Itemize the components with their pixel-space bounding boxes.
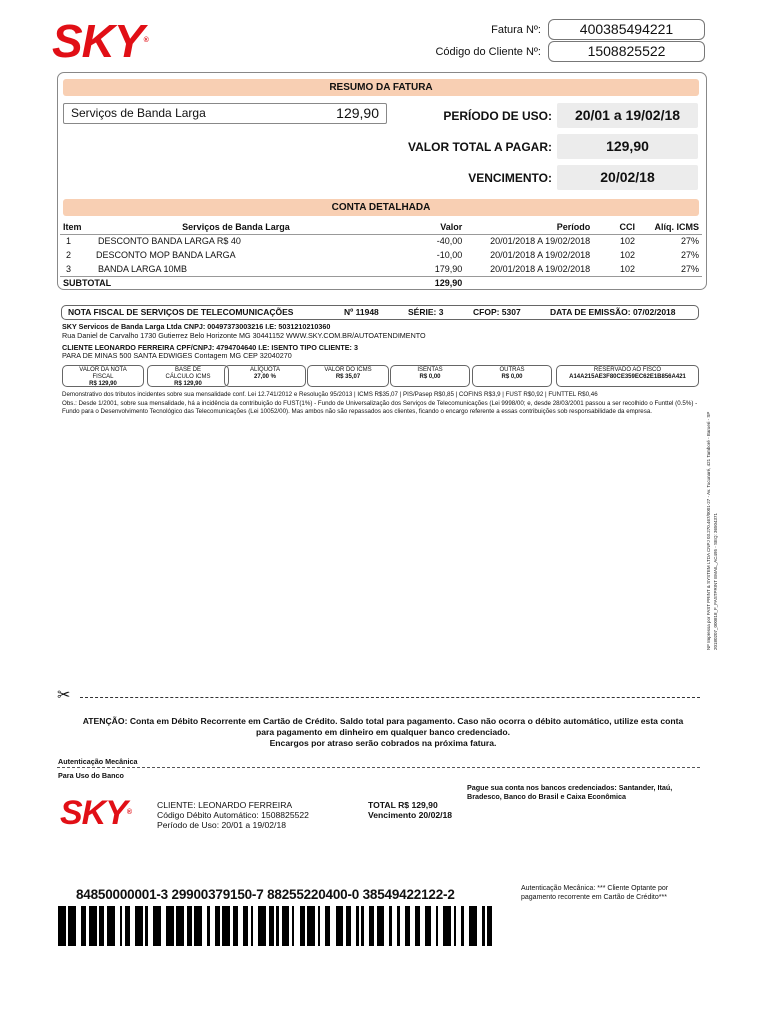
nf-box-valor-nota [62, 365, 144, 387]
uso-banco-label: Para Uso do Banco [58, 771, 124, 780]
barcode-bar [153, 906, 161, 946]
item-valor: -40,00 [436, 236, 463, 247]
nf-box-value: R$ 0,00 [501, 374, 523, 380]
barcode-bar [307, 906, 315, 946]
empresa-line1: SKY Servicos de Banda Larga Ltda CNPJ: 00497373003216 I.E: 5031210210360 [62, 322, 331, 331]
total-value: 129,90 [557, 134, 698, 159]
subtotal-label: SUBTOTAL [63, 278, 112, 289]
nf-box-value: R$ 129,90 [89, 381, 117, 387]
total-label: VALOR TOTAL A PAGAR: [408, 140, 552, 154]
nf-box-value: A14A215AE3F80CE359EC62E1B856A421 [569, 374, 686, 380]
col-servicos: Serviços de Banda Larga [182, 221, 290, 232]
stub-total: TOTAL R$ 129,90 [368, 800, 438, 810]
service-box [63, 103, 387, 124]
barcode-bar [89, 906, 97, 946]
nf-box-value: R$ 129,90 [174, 381, 202, 387]
nf-box-label: BASE DE CÁLCULO ICMS [165, 367, 211, 380]
nf-box-value: R$ 0,00 [419, 374, 441, 380]
col-cci: CCI [619, 221, 635, 232]
item-cci: 102 [619, 250, 635, 260]
subtotal-row [60, 276, 702, 290]
stub-codigo: Código Débito Automático: 1508825522 [157, 810, 309, 820]
cliente-line1: CLIENTE LEONARDO FERREIRA CPF/CNPJ: 4794704640 I.E: ISENTO TIPO CLIENTE: 3 [62, 342, 358, 352]
periodo-value: 20/01 a 19/02/18 [557, 103, 698, 128]
nf-box-value: R$ 35,07 [335, 374, 361, 380]
empresa-line2: Rua Daniel de Carvalho 1730 Gutierrez Belo Horizonte MG 30441152 WWW.SKY.COM.BR/AUTOATENDIMENTO [62, 330, 426, 340]
item-valor: -10,00 [436, 250, 463, 260]
atencao-line3: Encargos por atraso serão cobrados na próxima fatura. [269, 738, 497, 748]
vencimento-value: 20/02/18 [557, 165, 698, 190]
cliente-label: Código do Cliente Nº: [435, 46, 541, 58]
nota-title: NOTA FISCAL DE SERVIÇOS DE TELECOMUNICAÇÕES [68, 307, 294, 317]
cliente-number: 1508825522 [548, 41, 705, 62]
service-label: Serviços de Banda Larga [71, 106, 206, 120]
item-cci: 102 [619, 263, 635, 274]
fatura-number: 400385494221 [548, 19, 705, 40]
item-periodo: 20/01/2018 A 19/02/2018 [490, 236, 591, 247]
nf-box-label: VALOR DO ICMS [324, 367, 372, 373]
barcode-bar [107, 906, 115, 946]
cut-line [80, 697, 700, 698]
barcode-bar [469, 906, 477, 946]
nota-cfop: CFOP: 5307 [473, 307, 521, 317]
stub-cliente: CLIENTE: LEONARDO FERREIRA [157, 800, 293, 810]
atencao-line2: para pagamento em dinheiro em qualquer banco credenciado. [255, 727, 511, 737]
nota-numero: Nº 11948 [344, 307, 379, 317]
nf-box-label: ISENTAS [417, 367, 443, 373]
nf-box-label: VALOR DA NOTA FISCAL [79, 367, 127, 380]
col-periodo: Período [556, 221, 591, 232]
table-header-row [60, 220, 702, 234]
cliente-line2: PARA DE MINAS 500 SANTA EDWIGES Contagem MG CEP 32040270 [62, 351, 292, 361]
bancos-text: Pague sua conta nos bancos credenciados: Santander, Itaú, Bradesco, Banco do Brasil e Caixa Econômica [467, 783, 673, 801]
stub-cliente-info [157, 800, 309, 830]
nf-box-outras [472, 365, 552, 387]
barcode-bar [377, 906, 385, 946]
barcode-bar [258, 906, 266, 946]
registered-mark-icon: ® [143, 37, 148, 44]
barcode-bar [282, 906, 290, 946]
item-aliq: 27% [680, 250, 699, 260]
col-valor: Valor [440, 221, 463, 232]
nota-header-box [61, 305, 699, 320]
atencao-line1: ATENÇÃO: Conta em Débito Recorrente em Cartão de Crédito. Saldo total para pagamento. Caso não ocorra o débito automático, utilize esta conta [82, 716, 684, 726]
sky-logo-stub: SKY® [60, 794, 132, 832]
nf-box-label: RESERVADO AO FISCO [593, 367, 662, 373]
nota-serie: SÉRIE: 3 [408, 307, 444, 317]
nf-box-base-calculo [147, 365, 229, 387]
auth-dashed-line [57, 767, 700, 768]
item-periodo: 20/01/2018 A 19/02/2018 [490, 250, 591, 260]
barcode-bar [222, 906, 230, 946]
nf-box-reservado-fisco [556, 365, 699, 387]
scissors-icon: ✂ [57, 687, 71, 704]
table-row [60, 248, 702, 262]
autenticacao-label: Autenticação Mecânica [58, 757, 138, 766]
nf-box-label: OUTRAS [499, 367, 525, 373]
auth-note: Autenticação Mecânica: *** Cliente Optante por pagamento recorrente em Cartão de Crédito*** [521, 885, 669, 901]
item-periodo: 20/01/2018 A 19/02/2018 [490, 263, 591, 274]
service-value: 129,90 [336, 105, 379, 121]
barcode-bar [166, 906, 174, 946]
obs-text: Obs.: Desde 1/2001, sobre sua mensalidade, há a incidência da contribuição do FUST(1%) - Fundo de Universalização dos Serviços de Telecomunicações (Lei 9998/00; e, desde 28/03/2001 passou a ser recolhido o Funttel (0.5%) - Fundo para o Desenvolvimento Tecnológico das Telecomunicações (Lei 10052/00). Mas ambos não são repassados aos clientes, ficando o encargo referente a essas contribuições sob responsabilidade da empresa. [62, 400, 698, 415]
barcode-bar [135, 906, 143, 946]
side-print-line2: 20180207_000818_F_FASTPRINT EMAIL_AC495 - SEQ: 36504371 [713, 512, 718, 650]
tributos-text: Demonstrativo dos tributos incidentes sobre sua mensalidade conf. Lei 12.741/2012 e Resolução 95/2013 | ICMS R$35,07 | PIS/Pasep R$0,85 | COFINS R$3,9 | FUST R$0,92 | FUNTTEL R$0,46 [62, 391, 598, 398]
item-description: DESCONTO MOP BANDA LARGA [95, 250, 236, 260]
barcode-bar [336, 906, 344, 946]
item-description: BANDA LARGA 10MB [97, 263, 188, 274]
detalhada-title: CONTA DETALHADA [63, 199, 699, 216]
sky-logo: SKY® [52, 15, 148, 67]
barcode [58, 906, 498, 946]
nf-box-isentas [390, 365, 470, 387]
table-row [60, 262, 702, 276]
barcode-bar [492, 906, 497, 946]
vencimento-label: VENCIMENTO: [468, 171, 552, 185]
subtotal-value: 129,90 [434, 278, 463, 289]
nf-box-valor-icms [307, 365, 389, 387]
linha-digitavel: 84850000001-3 29900379150-7 88255220400-0 38549422122-2 [76, 887, 455, 902]
stub-vencimento: Vencimento 20/02/18 [368, 810, 453, 820]
barcode-bar [176, 906, 184, 946]
empresa-info [62, 323, 702, 361]
barcode-bar [68, 906, 76, 946]
item-cci: 102 [619, 236, 635, 247]
item-description: DESCONTO BANDA LARGA R$ 40 [97, 236, 241, 247]
nf-box-aliquota [224, 365, 306, 387]
table-row [60, 234, 702, 248]
atencao-text [58, 716, 708, 749]
barcode-bar [443, 906, 451, 946]
periodo-label: PERÍODO DE USO: [443, 109, 552, 123]
stub-periodo: Período de Uso: 20/01 a 19/02/18 [157, 820, 287, 830]
resumo-title: RESUMO DA FATURA [63, 79, 699, 96]
detalhada-table [60, 220, 702, 290]
barcode-bar [194, 906, 202, 946]
nota-emissao: DATA DE EMISSÃO: 07/02/2018 [550, 307, 676, 317]
item-number: 3 [66, 263, 72, 274]
item-aliq: 27% [680, 236, 699, 247]
item-aliq: 27% [680, 263, 699, 274]
item-number: 1 [66, 236, 72, 247]
nf-box-value: 27,00 % [253, 374, 277, 380]
side-print-line1: NF Impressa por FAST PRINT & SYSTEM LTDA CNPJ 03.270.467/0001-27 - Av. Tucunaré, 421 Tamboré - Barueri - SP [706, 411, 711, 650]
col-aliq: Alíq. ICMS [654, 221, 699, 232]
barcode-bar [58, 906, 66, 946]
item-valor: 179,90 [434, 263, 463, 274]
item-number: 2 [66, 250, 72, 260]
nf-box-label: ALÍQUOTA [250, 367, 280, 373]
registered-mark-icon: ® [126, 809, 132, 816]
fatura-label: Fatura Nº: [491, 24, 541, 36]
stub-total-info [368, 800, 452, 820]
col-item: Item [63, 221, 82, 232]
